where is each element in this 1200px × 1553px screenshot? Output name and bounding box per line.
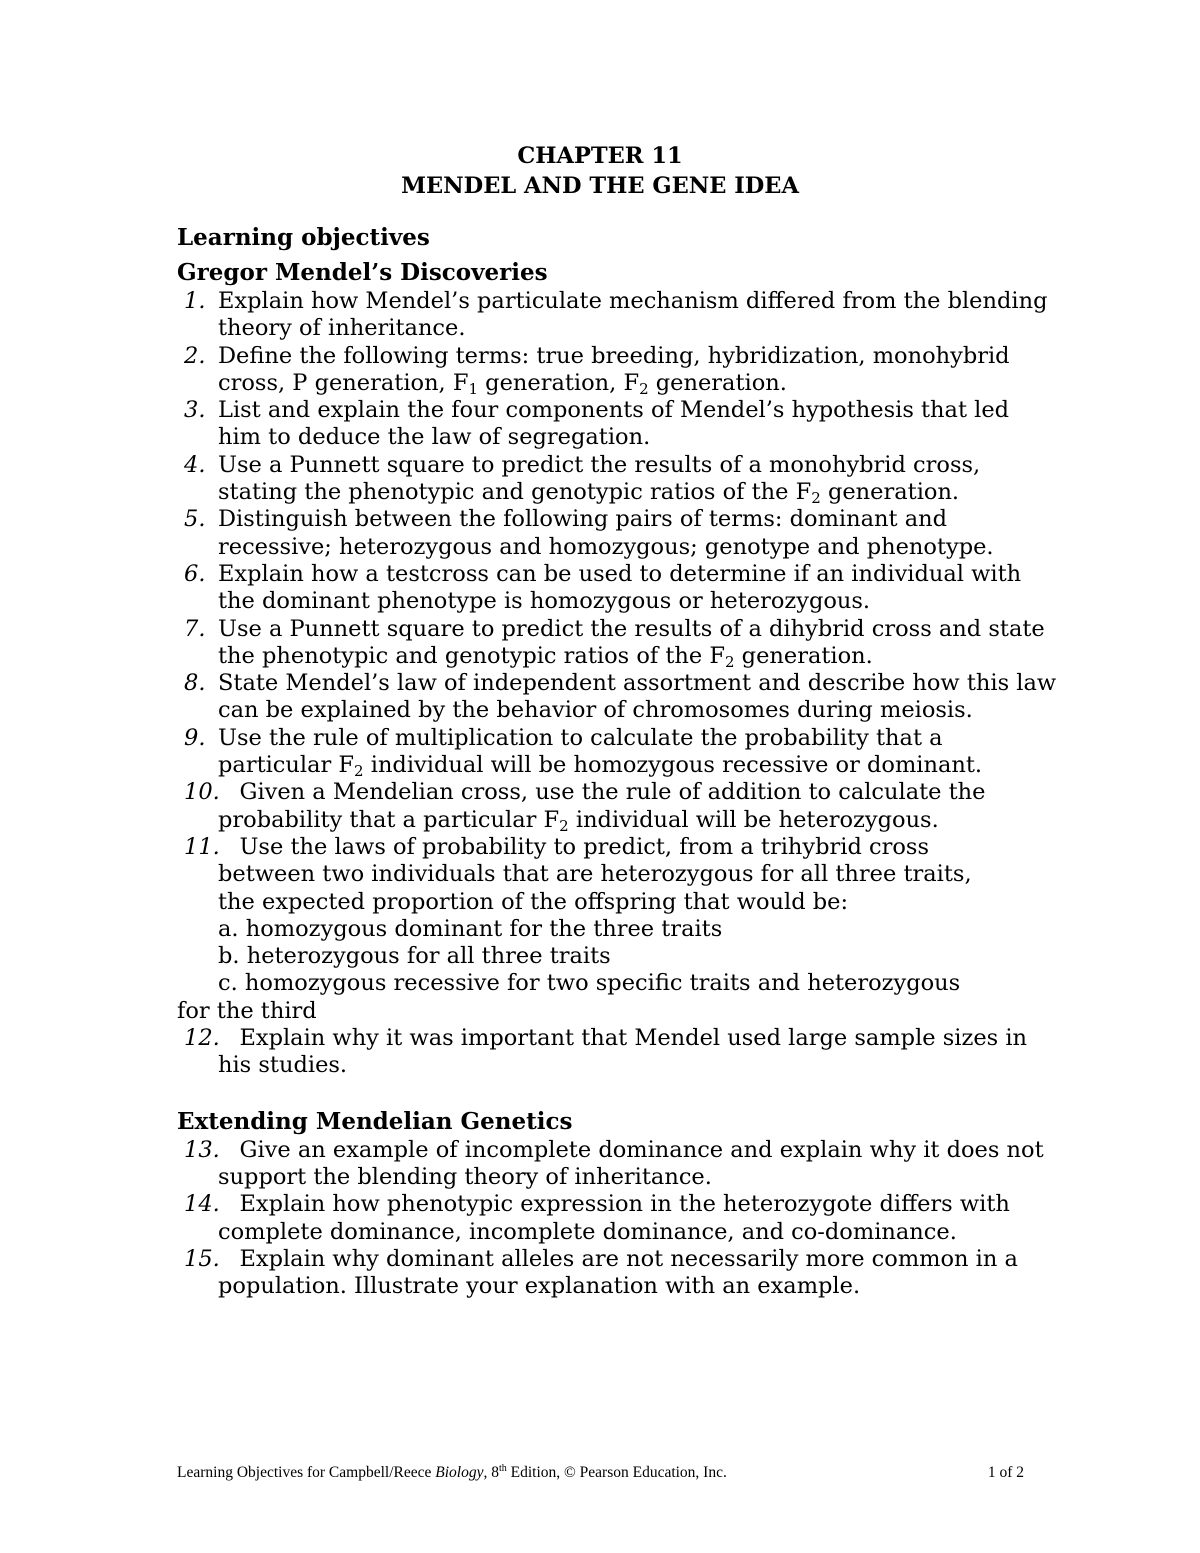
item-number: 3. bbox=[184, 397, 206, 424]
item-text: Distinguish between the following pairs of terms: dominant and recessive; heterozygous and homozygous; genotype and phenotype. bbox=[218, 506, 994, 560]
item-number: 9. bbox=[184, 724, 206, 751]
objective-item bbox=[177, 506, 1057, 561]
sub-item-c-overflow: for the third bbox=[177, 997, 317, 1024]
item-text: Use the rule of multiplication to calculate the probability that a particular $F_2$ individual will be homozygous recessive or dominant. bbox=[218, 724, 983, 781]
item-text: Use a Punnett square to predict the results of a dihybrid cross and state the phenotypic and genotypic ratios of the $F_2$ generation. bbox=[218, 615, 1045, 671]
item-number: 15. bbox=[184, 1245, 220, 1272]
chapter-title: MENDEL AND THE GENE IDEA bbox=[401, 173, 799, 199]
spacer bbox=[177, 1080, 1057, 1107]
objective-item bbox=[177, 288, 1057, 343]
item-number: 1. bbox=[184, 288, 206, 314]
item-number: 7. bbox=[184, 615, 206, 642]
item-number: 14. bbox=[184, 1191, 220, 1218]
item-text: Explain why it was important that Mendel used large sample sizes in his studies. bbox=[218, 1025, 1028, 1079]
objective-item bbox=[177, 616, 1057, 671]
item-number: 10. bbox=[184, 779, 220, 806]
item-number: 6. bbox=[184, 560, 206, 587]
item-number: 8. bbox=[184, 670, 206, 697]
section-title-mendel-discoveries: Gregor Mendel’s Discoveries bbox=[177, 259, 548, 286]
item-text: Explain how Mendel’s particulate mechanism differed from the blending theory of inheritance. bbox=[218, 288, 1048, 342]
item-text: Use the laws of probability to predict, from a trihybrid cross between two individuals that are heterozygous for all three traits, the expected proportion of the offspring that would be: a. homozygous dominant for the three traits b. heterozygous for all three traits c. homozygous recessive for two specific traits and heterozygous for the third bbox=[218, 834, 1057, 1025]
objectives-list-2 bbox=[177, 1137, 1057, 1301]
objective-item bbox=[177, 834, 1057, 1025]
item-text: List and explain the four components of Mendel’s hypothesis that led him to deduce the law of segregation. bbox=[218, 397, 1010, 451]
section-title-extending-genetics: Extending Mendelian Genetics bbox=[177, 1107, 573, 1135]
item-number: 11. bbox=[184, 833, 220, 860]
learning-objectives-title: Learning objectives bbox=[177, 224, 430, 251]
sub-item-c: c. homozygous recessive for two specific traits and heterozygous bbox=[218, 970, 961, 997]
chapter-number: CHAPTER 11 bbox=[517, 143, 683, 169]
objectives-list-1 bbox=[177, 288, 1057, 1080]
item-number: 12. bbox=[184, 1025, 220, 1052]
item-number: 2. bbox=[184, 342, 206, 369]
objective-item bbox=[177, 725, 1057, 780]
objective-item bbox=[177, 561, 1057, 616]
item-number: 4. bbox=[184, 451, 206, 478]
item-text: State Mendel’s law of independent assortment and describe how this law can be explained by the behavior of chromosomes during meiosis. bbox=[218, 670, 1057, 724]
item-text: Give an example of incomplete dominance and explain why it does not support the blending theory of inheritance. bbox=[218, 1136, 1044, 1190]
item-number: 5. bbox=[184, 506, 206, 533]
objective-item bbox=[177, 1191, 1057, 1246]
objective-item bbox=[177, 397, 1057, 452]
page-number: 1 of 2 bbox=[987, 1464, 1024, 1481]
item-number: 13. bbox=[184, 1136, 220, 1163]
item-text: Given a Mendelian cross, use the rule of addition to calculate the probability that a particular $F_2$ individual will be heterozygous. bbox=[218, 779, 986, 835]
item-text: Explain why dominant alleles are not necessarily more common in a population. Illustrate your explanation with an example. bbox=[218, 1245, 1018, 1300]
item-text: Explain how phenotypic expression in the heterozygote differs with complete dominance, incomplete dominance, and co-dominance. bbox=[218, 1191, 1010, 1245]
objective-item bbox=[177, 1025, 1057, 1080]
objective-item bbox=[177, 779, 1057, 834]
content bbox=[177, 222, 1057, 1300]
objective-item bbox=[177, 452, 1057, 507]
item-text: Explain how a testcross can be used to determine if an individual with the dominant phenotype is homozygous or heterozygous. bbox=[218, 560, 1022, 615]
sub-item-b: b. heterozygous for all three traits bbox=[218, 943, 611, 970]
sub-item-a: a. homozygous dominant for the three traits bbox=[218, 915, 723, 942]
item-text: Define the following terms: true breeding, hybridization, monohybrid cross, P generation, $F_1$ generation, $F_2$ generation. bbox=[218, 342, 1010, 398]
footer-citation: Learning Objectives for Campbell/Reece Biology, 8th Edition, © Pearson Education, Inc. bbox=[177, 1463, 727, 1481]
item-text: Use a Punnett square to predict the results of a monohybrid cross, stating the phenotypic and genotypic ratios of the $F_2$ generation. bbox=[218, 451, 981, 508]
objective-item bbox=[177, 670, 1057, 725]
chapter-heading bbox=[0, 141, 1200, 201]
objective-item bbox=[177, 343, 1057, 398]
objective-item bbox=[177, 1246, 1057, 1301]
objective-item bbox=[177, 1137, 1057, 1192]
